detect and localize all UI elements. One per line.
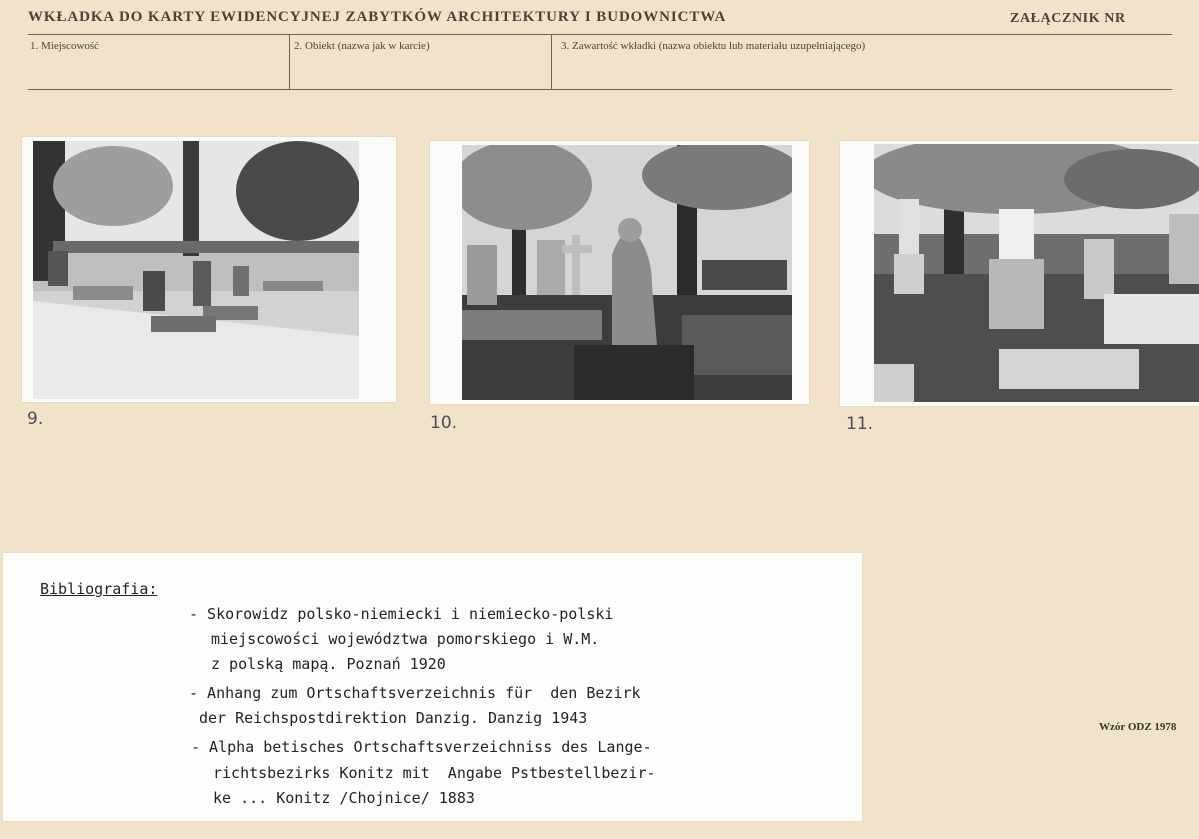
fields-bottom-rule (28, 89, 1172, 90)
bibliography-line-8: ke ... Konitz /Chojnice/ 1883 (213, 789, 475, 807)
photo-9-number: 9. (27, 409, 44, 429)
form-title: WKŁADKA DO KARTY EWIDENCYJNEJ ZABYTKÓW ARCHITEKTURY I BUDOWNICTWA (28, 9, 727, 25)
bibliography-line-6: - Alpha betisches Ortschaftsverzeichniss des Lange- (191, 738, 652, 756)
bibliography-line-4: - Anhang zum Ortschaftsverzeichnis für den Bezirk (189, 684, 641, 702)
photo-11-card (840, 141, 1199, 406)
form-code: Wzór ODZ 1978 (1099, 721, 1177, 733)
bibliography-line-2: miejscowości województwa pomorskiego i W.M. (211, 630, 600, 648)
field-divider-1 (289, 34, 290, 90)
photo-11-image (874, 144, 1199, 402)
bibliography-line-1: - Skorowidz polsko-niemiecki i niemiecko-polski (189, 605, 614, 623)
photo-11-number: 11. (846, 414, 874, 434)
photo-9-image (33, 141, 359, 399)
photo-9-card (22, 137, 396, 402)
header-rule (28, 34, 1172, 35)
field-locality-label: 1. Miejscowość (30, 40, 100, 52)
photo-10-image (462, 145, 792, 400)
field-contents-label: 3. Zawartość wkładki (nazwa obiektu lub materiału uzupełniającego) (561, 40, 866, 52)
photo-10-card (430, 141, 809, 404)
bibliography-card (3, 553, 862, 821)
bibliography-line-3: z polską mapą. Poznań 1920 (211, 655, 446, 673)
bibliography-heading: Bibliografia: (40, 580, 158, 598)
field-object-label: 2. Obiekt (nazwa jak w karcie) (294, 40, 430, 52)
bibliography-line-7: richtsbezirks Konitz mit Angabe Pstbestellbezir- (213, 764, 656, 782)
field-divider-2 (551, 34, 552, 90)
bibliography-line-5: der Reichspostdirektion Danzig. Danzig 1943 (199, 709, 588, 727)
photo-10-number: 10. (430, 413, 458, 433)
annex-label: ZAŁĄCZNIK NR (1010, 11, 1126, 26)
